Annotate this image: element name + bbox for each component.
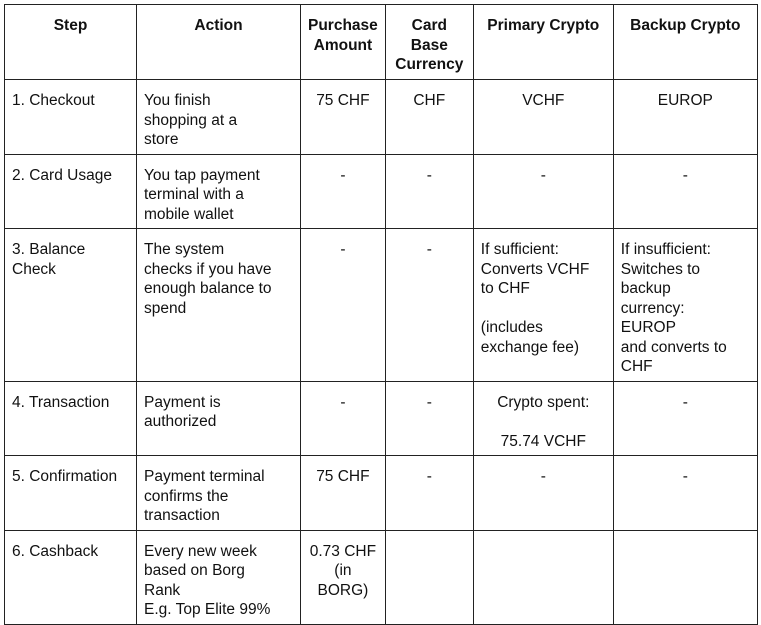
cell-primary-crypto: Crypto spent: 75.74 VCHF	[473, 381, 613, 456]
cell-step: 6. Cashback	[5, 530, 137, 624]
column-header-backup-crypto: Backup Crypto	[613, 5, 757, 80]
cell-action: Every new week based on Borg Rank E.g. Top Elite 99%	[137, 530, 301, 624]
column-header-card-base-currency: Card Base Currency	[385, 5, 473, 80]
table-row	[5, 381, 758, 456]
cell-primary-crypto	[473, 530, 613, 624]
cell-backup-crypto: If insufficient: Switches to backup currency: EUROP and converts to CHF	[613, 229, 757, 382]
cell-step: 2. Card Usage	[5, 154, 137, 229]
cell-card-base-currency	[385, 530, 473, 624]
cell-step: 3. Balance Check	[5, 229, 137, 382]
cell-action: The system checks if you have enough balance to spend	[137, 229, 301, 382]
cell-card-base-currency: -	[385, 154, 473, 229]
column-header-action: Action	[137, 5, 301, 80]
table-row	[5, 530, 758, 624]
table-row	[5, 456, 758, 531]
column-header-step: Step	[5, 5, 137, 80]
cell-step: 1. Checkout	[5, 80, 137, 155]
cell-card-base-currency: -	[385, 229, 473, 382]
header-row	[5, 5, 758, 80]
cell-purchase-amount: 75 CHF	[301, 80, 386, 155]
cell-primary-crypto: VCHF	[473, 80, 613, 155]
cell-action: Payment terminal confirms the transaction	[137, 456, 301, 531]
cell-purchase-amount: -	[301, 229, 386, 382]
cell-backup-crypto: -	[613, 456, 757, 531]
cell-action: You tap payment terminal with a mobile wallet	[137, 154, 301, 229]
cell-purchase-amount: -	[301, 154, 386, 229]
cell-card-base-currency: -	[385, 456, 473, 531]
cell-backup-crypto: EUROP	[613, 80, 757, 155]
table-row	[5, 154, 758, 229]
cell-primary-crypto: -	[473, 154, 613, 229]
cell-primary-crypto: -	[473, 456, 613, 531]
cell-step: 4. Transaction	[5, 381, 137, 456]
cell-action: You finish shopping at a store	[137, 80, 301, 155]
cell-primary-crypto: If sufficient: Converts VCHF to CHF (includes exchange fee)	[473, 229, 613, 382]
cell-card-base-currency: -	[385, 381, 473, 456]
cell-purchase-amount: 75 CHF	[301, 456, 386, 531]
cell-action: Payment is authorized	[137, 381, 301, 456]
cell-backup-crypto	[613, 530, 757, 624]
table-container	[4, 4, 758, 625]
cell-purchase-amount: 0.73 CHF (in BORG)	[301, 530, 386, 624]
column-header-purchase-amount: Purchase Amount	[301, 5, 386, 80]
cell-step: 5. Confirmation	[5, 456, 137, 531]
table-row	[5, 80, 758, 155]
cell-card-base-currency: CHF	[385, 80, 473, 155]
column-header-primary-crypto: Primary Crypto	[473, 5, 613, 80]
table-row	[5, 229, 758, 382]
cell-purchase-amount: -	[301, 381, 386, 456]
cell-backup-crypto: -	[613, 381, 757, 456]
payment-steps-table	[4, 4, 758, 625]
cell-backup-crypto: -	[613, 154, 757, 229]
